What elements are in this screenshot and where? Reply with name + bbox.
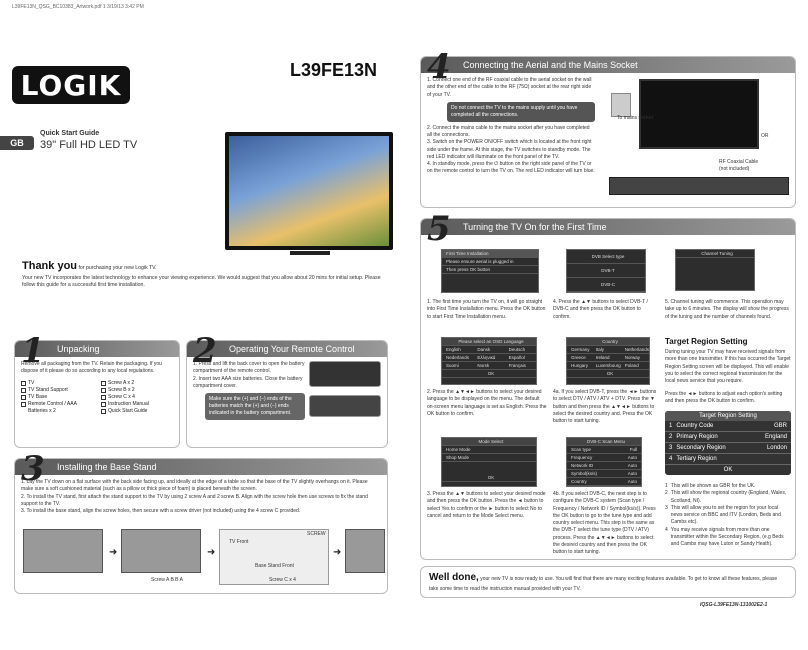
language-option[interactable]: Français [505, 362, 536, 370]
rf-cable-label: RF Coaxial Cable (not included) [719, 159, 759, 173]
screw-c-label: Screw C x 4 [269, 577, 296, 583]
unpacking-body: Remove all packaging from the TV. Retain the packaging. If you dispose of it please do so according to any local regulations. [21, 361, 162, 375]
aerial-step-3: 3. Switch on the POWER ON/OFF switch which is located at the front right side under the frame. At this stage, the TV switches to standby mode. The red LED indicator will illuminate on the front panel of the TV. [427, 139, 592, 160]
region-row[interactable]: 3 Secondary Region London [665, 443, 791, 454]
screen-title: DVB-C Scan Menu [567, 438, 641, 446]
country-option[interactable]: Germany [567, 346, 592, 354]
section-5-header [421, 219, 795, 235]
region-row[interactable]: 1 Country Code GBR [665, 421, 791, 432]
stand-diagram-2 [121, 529, 201, 573]
section-1-number: 1 [21, 331, 45, 371]
ft-step-4a: 4a. If you select DVB-T, press the ◄► buttons to select DTV / ATV / ATV + DTV. Press the ▼ button and then press the ▲▼◄► buttons to select the desired country and. Press the OK button to start tuning. [553, 389, 657, 424]
mains-warning: Do not connect the TV to the mains supply until you have completed all the connections. [447, 102, 595, 122]
country-option[interactable]: Netherlands [621, 346, 649, 354]
region-note: 1 This will be shown as GBR for the UK. [665, 483, 756, 489]
doc-code: IQSG-L39FE13N-131002E2-1 [700, 602, 768, 608]
section-3-number: 3 [21, 449, 45, 489]
dvb-c-option[interactable]: DVB-C [567, 278, 645, 292]
screen-title: First Time Installation [442, 250, 538, 258]
arrow-icon: ➜ [109, 547, 118, 558]
country-option[interactable]: Hungary [567, 362, 592, 370]
dvbc-row[interactable]: Scan type Full [567, 446, 641, 454]
country-option[interactable]: Norway [621, 354, 649, 362]
tv-port-panel [609, 177, 789, 195]
dvbc-row[interactable]: Country Auto [567, 478, 641, 486]
ft-step-4b: 4b. If you select DVB-C, the next step is to configure the DVB-C system (Scan type / Frequency / Network ID / Symbol(ks/s)). Press the OK button to go to the tune type and add country select menu. This step is the same as the DVB-T select the tune type (DTV / ATV) process. Press the ▲▼◄► buttons to select the desired country and then press the OK button to start tuning. [553, 491, 656, 555]
language-option[interactable]: Nederlands [442, 354, 473, 362]
file-meta: L39FE13N_QSG_BC10383_Artwork.pdf 1 3/19/13 3:42 PM [12, 4, 144, 10]
thank-lead: for purchasing your new Logik TV. [77, 265, 157, 271]
model-number: L39FE13N [290, 60, 378, 80]
language-tab: GB [0, 136, 34, 150]
list-item: Instruction Manual [101, 401, 173, 408]
language-option[interactable]: English [442, 346, 473, 354]
well-done-heading: Well done, [429, 572, 479, 583]
list-item: Remote Control / AAA Batteries x 2 [21, 401, 93, 415]
ok-button[interactable]: OK [723, 467, 733, 473]
region-note: 2 This will show the regional country (England, Wales, Scotland, NI). [665, 490, 787, 504]
tv-rear-image [639, 79, 759, 149]
section-4-number: 4 [427, 47, 451, 87]
first-time-install-screen [441, 249, 539, 293]
screw-labels: Screw A B B A [151, 577, 183, 583]
home-mode-option[interactable]: Home Mode [442, 446, 536, 454]
dvb-select-screen [566, 249, 646, 293]
section-aerial [420, 47, 796, 208]
target-region-screen [665, 411, 791, 475]
language-option[interactable]: Español [505, 354, 536, 362]
screen-title: Country [567, 338, 649, 346]
screen-title: DVB Select type [567, 250, 645, 264]
section-3-title: Installing the Base Stand [57, 462, 157, 472]
battery-image [309, 395, 381, 417]
section-1-title: Unpacking [57, 344, 100, 354]
section-5-number: 5 [427, 209, 451, 249]
base-stand-label: Base Stand Front [255, 563, 294, 569]
aerial-step-2: 2. Connect the mains cable to the mains socket after you have completed all the connections. [427, 124, 590, 138]
section-2-title: Operating Your Remote Control [229, 344, 355, 354]
language-option[interactable]: Deutsch [505, 346, 536, 354]
stand-diagram-4 [345, 529, 385, 573]
list-item: TV [21, 380, 93, 387]
screw-label: SCREW [307, 531, 326, 537]
unpack-list-left [21, 380, 93, 415]
screen-line: Then press OK button [442, 266, 538, 274]
screen-title: Mode Select [442, 438, 536, 446]
or-label: OR [761, 133, 769, 139]
battery-note: Make sure the (+) and (−) ends of the batteries match the (+) and (−) ends indicated in the battery compartment. [205, 393, 305, 420]
ft-step-5: 5. Channel tuning will commence. This operation may take up to 6 minutes. The display will show the progress of the tuning and the number of channels found. [665, 299, 789, 320]
ft-step-1: 1. The first time you turn the TV on, it will go straight into First Time Installation menu. Press the OK button to start First Time Installation menu. [427, 299, 546, 320]
region-row[interactable]: 2 Primary Region England [665, 432, 791, 443]
region-notes [665, 483, 791, 548]
ok-button[interactable]: OK [567, 370, 649, 378]
arrow-icon: ➜ [207, 547, 216, 558]
dvbc-scan-screen [566, 437, 642, 487]
arrow-icon: ➜ [333, 547, 342, 558]
section-remote [186, 331, 388, 448]
shop-mode-option[interactable]: Shop Mode [442, 454, 536, 462]
stand-step-3: 3. To install the base stand, align the screw holes, then secure with a screw driver (not included) using the 4 screw C provided. [21, 508, 301, 514]
section-4-header [421, 57, 795, 73]
well-done-block [420, 566, 796, 598]
stand-step-1: 1. Lay the TV down on a flat surface with the back side facing up, and ideally at the edge of a table so that the base of the TV slightly overhangs on it. Please make sure a soft cushioned material (such as a pillow or thick piece of foam) is placed beneath the screen. [21, 479, 368, 493]
list-item: Quick Start Guide [101, 408, 173, 415]
country-option[interactable]: Ireland [592, 354, 621, 362]
screen-title: Please select an OSD Language [442, 338, 536, 346]
dvb-t-option[interactable]: DVB-T [567, 264, 645, 278]
dvbc-row[interactable]: Network ID Auto [567, 462, 641, 470]
section-5-title: Turning the TV On for the First Time [463, 222, 607, 232]
remote-step-1: 1. Press and lift the back cover to open the battery compartment of the remote control. [193, 361, 305, 375]
list-item: Screw C x 4 [101, 394, 173, 401]
region-row[interactable]: 4 Tertiary Region [665, 454, 791, 465]
osd-language-screen [441, 337, 537, 385]
screen-title: Channel Tuning [676, 250, 754, 258]
ok-button[interactable]: OK [442, 370, 536, 378]
stand-step-2: 2. To install the TV stand, first attach the stand support to the TV by using 2 screw A and 2 screw B. Align with the screw hole then use screws to fix the stand support to the TV. [21, 493, 368, 507]
language-option[interactable]: Suomi [442, 362, 473, 370]
section-unpacking [14, 331, 180, 448]
section-3-header [15, 459, 387, 475]
section-base-stand [14, 449, 388, 594]
ft-step-3: 3. Press the ▲▼ buttons to select your desired mode and then press the OK button. Press the ◄ button to select Yes to confirm or the ► button to select No to cancel and return to the Mode Select menu. [427, 491, 546, 519]
list-item: Screw B x 2 [101, 387, 173, 394]
tv-front-label: TV Front [229, 539, 249, 545]
mains-socket-image [611, 93, 631, 117]
thank-body: Your new TV incorporates the latest technology to enhance your viewing experience. We would suggest that you allow about 20 mins for initial setup. Please follow this guide for a successful first time installation. [22, 274, 381, 289]
mode-select-screen [441, 437, 537, 487]
region-heading: Target Region Setting [665, 337, 748, 346]
dvbc-row[interactable]: Symbol(ks/s) Auto [567, 470, 641, 478]
country-option[interactable]: Greece [567, 354, 592, 362]
mains-label: To mains socket [617, 115, 653, 121]
ok-button[interactable]: OK [442, 474, 536, 482]
tv-image [225, 132, 393, 250]
product-name: 39" Full HD LED TV [40, 139, 138, 151]
section-2-number: 2 [193, 331, 217, 371]
country-screen [566, 337, 650, 385]
section-first-time [420, 209, 796, 560]
stand-diagram-1 [23, 529, 103, 573]
country-option[interactable]: Poland [621, 362, 649, 370]
region-body: During tuning your TV may have received signals from more than one transmitter. If this has occurred the Target Region Setting screen will be displayed. This will enable you to select the correct regional transmission for the local news service that you require. [665, 349, 791, 384]
list-item: Screw A x 2 [101, 380, 173, 387]
well-done-body: your new TV is now ready to use. You will find that there are many exciting features available. To get to know all these features, please take some time to read the instruction manual provided with your TV. [429, 576, 778, 592]
aerial-step-4: 4. In standby mode, press the ⏻ button on the right side panel of the TV or on the remote control to turn the TV on. The red LED indicator will turn blue. [427, 161, 595, 175]
remote-step-2: 2. Insert two AAA size batteries. Close the battery compartment cover. [193, 375, 303, 389]
language-option[interactable]: Ελληνικά [473, 354, 504, 362]
ft-step-4: 4. Press the ▲▼ buttons to select DVB-T / DVB-C and then press the OK button to confirm. [553, 299, 648, 320]
thank-you-block [22, 258, 382, 290]
country-option[interactable]: Luxembourg [592, 362, 621, 370]
language-option[interactable]: Norsk [473, 362, 504, 370]
country-option[interactable]: Italy [592, 346, 621, 354]
screen-line: Please ensure aerial is plugged in [442, 258, 538, 266]
screen-title: Target Region Setting [665, 411, 791, 421]
tv-stand-image [290, 251, 330, 255]
dvbc-row[interactable]: Frequency Auto [567, 454, 641, 462]
region-note: 4 You may receive signals from more than one transmitter within the Secondary Region, (e.g Beds and Cambs may have Luton or Sandy Heath). [665, 526, 784, 547]
list-item: TV Base [21, 394, 93, 401]
logik-logo: LOGIK [12, 66, 130, 104]
section-2-header [187, 341, 387, 357]
language-option[interactable]: Dansk [473, 346, 504, 354]
region-note: 3 This will allow you to set the region for your local news service on BBC and ITV (London, Beds and Cambs etc). [665, 504, 781, 526]
section-4-title: Connecting the Aerial and the Mains Socket [463, 60, 638, 70]
thank-heading: Thank you [22, 260, 78, 272]
guide-title: Quick Start Guide [40, 130, 100, 137]
list-item: TV Stand Support [21, 387, 93, 394]
aerial-step-1: 1. Connect one end of the RF coaxial cable to the aerial socket on the wall and the other end of the cable to the RF (75Ω) socket at the rear right side of your TV. [427, 77, 592, 98]
ft-step-2: 2. Press the ▲▼◄► buttons to select your desired language to be displayed on the menu. The default on-screen menu language is set as English. Press the OK button to confirm. [427, 389, 547, 417]
channel-tuning-screen [675, 249, 755, 291]
remote-image [309, 361, 381, 387]
unpack-list-right [101, 380, 173, 415]
region-press: Press the ◄► buttons to adjust each option's setting and then press the OK button to confirm. [665, 391, 783, 405]
